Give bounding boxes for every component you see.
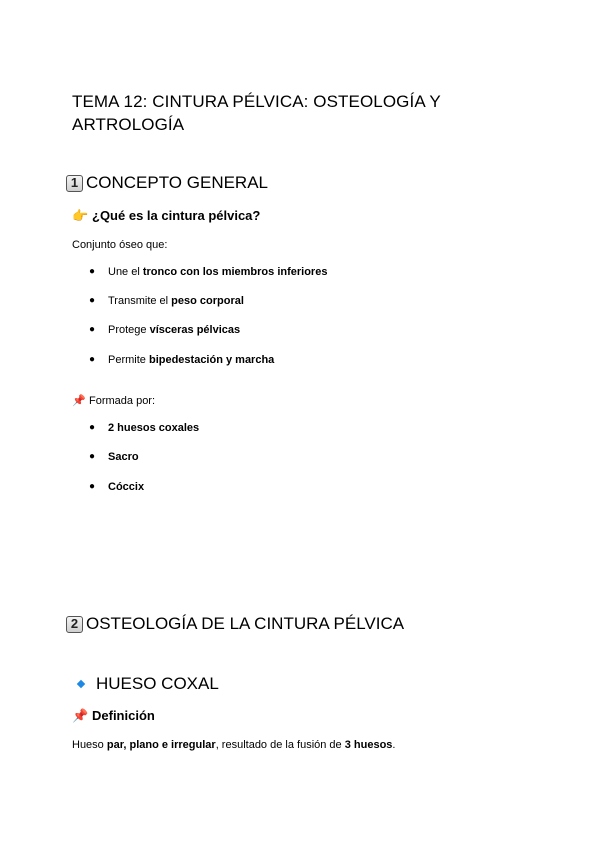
- blue-diamond-icon: [77, 680, 85, 688]
- bullet-icon: ●: [89, 324, 96, 335]
- section-2-heading: [66, 614, 404, 634]
- bullet-icon: ●: [89, 354, 96, 365]
- pushpin-icon: 📌: [72, 395, 86, 407]
- section-2-title: OSTEOLOGÍA DE LA CINTURA PÉLVICA: [86, 614, 405, 633]
- bullet-icon: ●: [89, 295, 96, 306]
- keycap-one-icon: 1: [66, 175, 83, 192]
- subheading-text: HUESO COXAL: [96, 674, 219, 693]
- intro-text: Conjunto óseo que:: [72, 239, 168, 251]
- definition-text: Hueso par, plano e irregular, resultado de la fusión de 3 huesos.: [72, 739, 396, 751]
- formed-by-label: 📌 Formada por:: [72, 395, 156, 407]
- definition-title: Definición: [92, 708, 155, 723]
- subheading-hueso-coxal: [72, 674, 219, 694]
- pointing-hand-icon: 👉: [72, 208, 89, 223]
- keycap-two-icon: 2: [66, 616, 83, 633]
- question-text: ¿Qué es la cintura pélvica?: [92, 208, 261, 223]
- pushpin-icon: 📌: [72, 708, 89, 723]
- section-1-heading: [66, 173, 268, 193]
- bullet-icon: ●: [89, 266, 96, 277]
- bullet-icon: ●: [89, 451, 96, 462]
- bullet-icon: ●: [89, 481, 96, 492]
- question-heading: [72, 208, 260, 224]
- document-page: TEMA 12: CINTURA PÉLVICA: OSTEOLOGÍA Y ARTROLOGÍA 1 CONCEPTO GENERAL 👉 ¿Qué es la cintura pélvica? Conjunto óseo que: ● Une el tronco con los miembros inferiores ● Transmite el peso corporal ● Protege vísceras pélvicas ● Permite bipedestación y marcha 📌 Formada por: ● 2 huesos coxales ● Sacro ● Cóccix 2 OSTEOLOGÍA DE LA CINTURA PÉLVICA HUESO COXAL 📌 Definición Hueso par, plano e irregular, resultado de la fusión de 3 huesos.: [0, 0, 600, 848]
- page-title: TEMA 12: CINTURA PÉLVICA: OSTEOLOGÍA Y ARTROLOGÍA: [72, 92, 441, 134]
- definition-heading: [72, 708, 155, 724]
- bullet-icon: ●: [89, 422, 96, 433]
- section-1-title: CONCEPTO GENERAL: [86, 173, 269, 192]
